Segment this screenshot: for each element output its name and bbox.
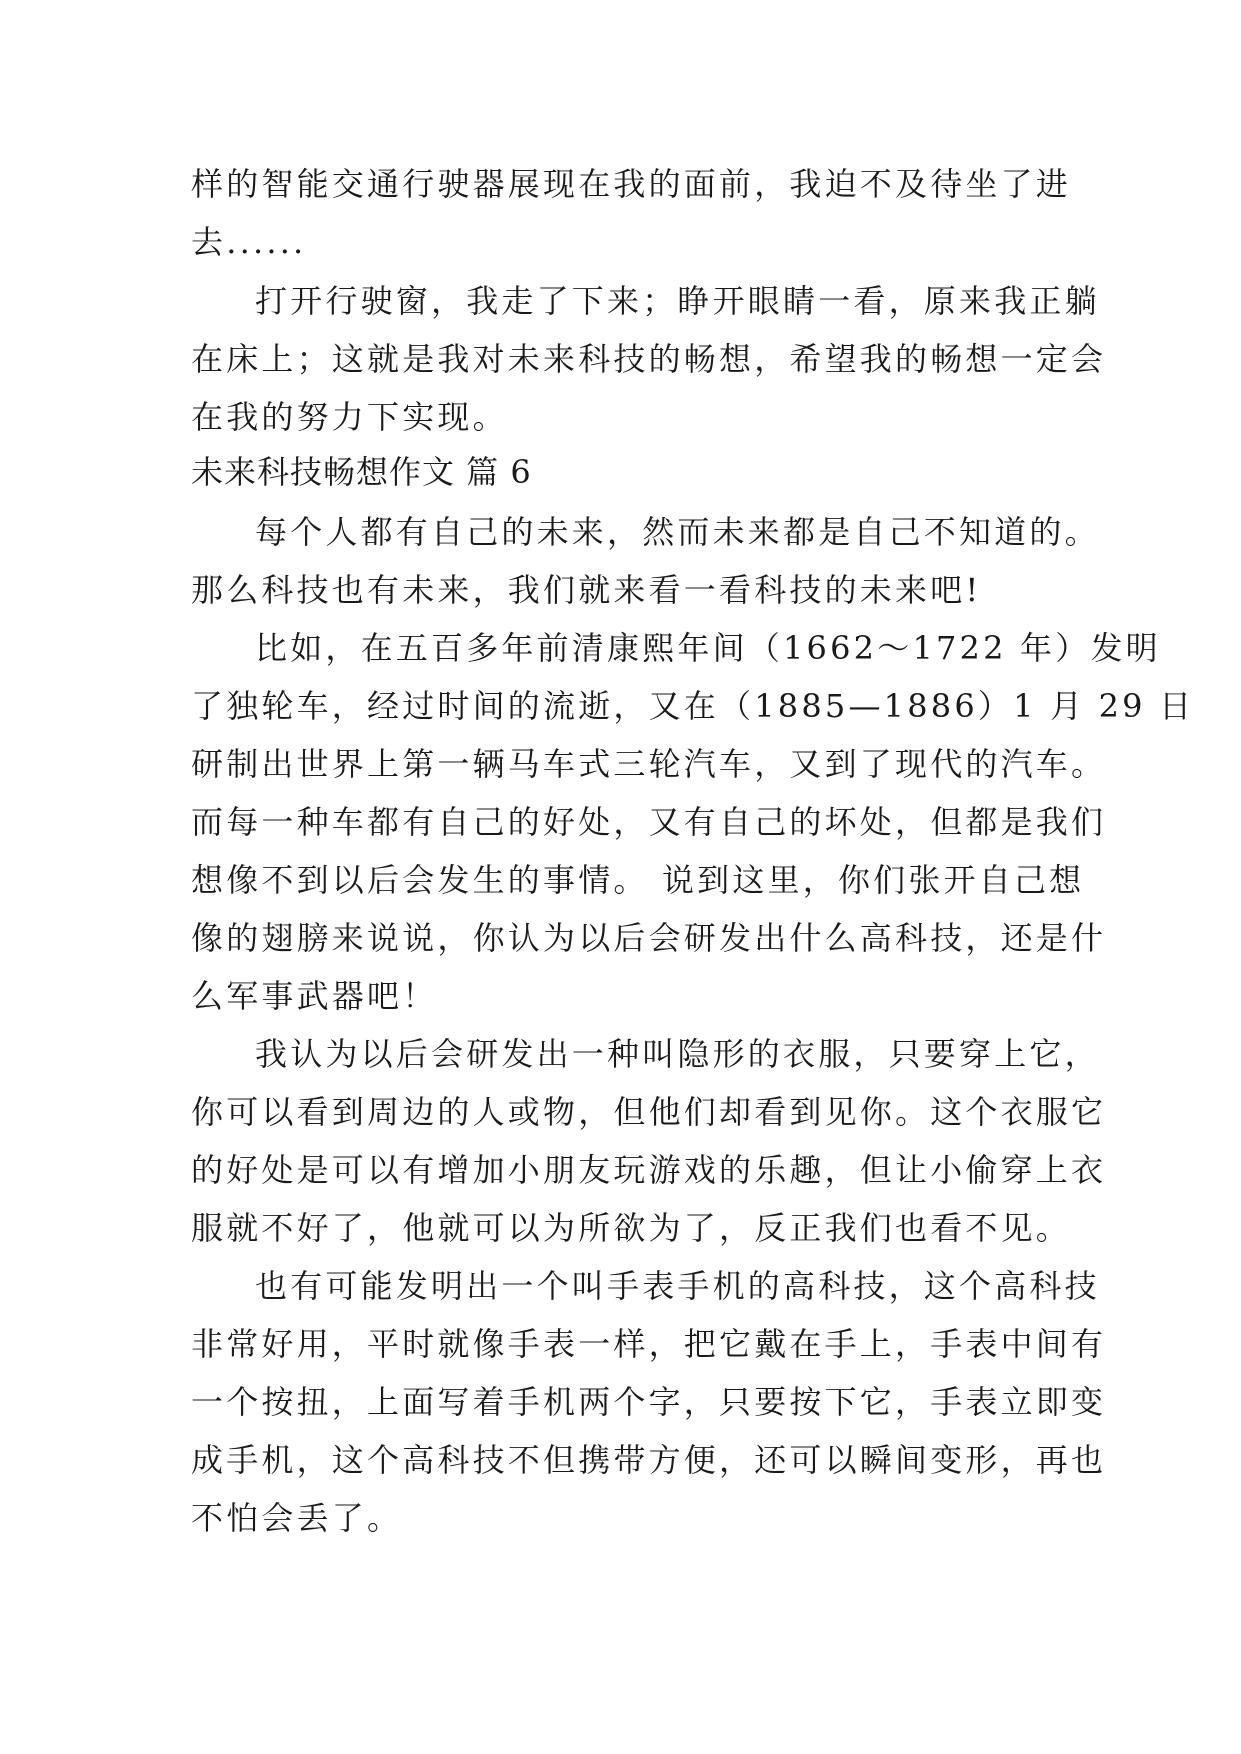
paragraph-line: 而每一种车都有自己的好处，又有自己的坏处，但都是我们 <box>191 803 1107 841</box>
paragraph-line: 服就不好了，他就可以为所欲为了，反正我们也看不见。 <box>191 1209 1072 1247</box>
paragraph-line: 样的智能交通行驶器展现在我的面前，我迫不及待坐了进 <box>191 165 1072 203</box>
paragraph-line: 不怕会丢了。 <box>191 1499 403 1537</box>
paragraph-line: 那么科技也有未来，我们就来看一看科技的未来吧! <box>191 571 982 609</box>
paragraph-line: 一个按扭，上面写着手机两个字，只要按下它，手表立即变 <box>191 1383 1107 1421</box>
paragraph-line: 比如，在五百多年前清康熙年间（1662～1722 年）发明 <box>255 629 1161 667</box>
paragraph-line: 打开行驶窗，我走了下来；睁开眼睛一看，原来我正躺 <box>255 282 1100 320</box>
paragraph-line: 你可以看到周边的人或物，但他们却看到见你。这个衣服它 <box>191 1093 1107 1131</box>
paragraph-line: 每个人都有自己的未来，然而未来都是自己不知道的。 <box>255 513 1100 551</box>
section-heading: 未来科技畅想作文 篇 6 <box>191 453 532 491</box>
paragraph-line: 也有可能发明出一个叫手表手机的高科技，这个高科技 <box>255 1267 1100 1305</box>
paragraph-line: 想像不到以后会发生的事情。 说到这里，你们张开自己想 <box>191 861 1085 899</box>
paragraph-line: 了独轮车，经过时间的流逝，又在（1885—1886）1 月 29 日 <box>191 687 1195 725</box>
paragraph-line: 成手机，这个高科技不但携带方便，还可以瞬间变形，再也 <box>191 1441 1107 1479</box>
paragraph-line: 在床上；这就是我对未来科技的畅想，希望我的畅想一定会 <box>191 340 1107 378</box>
paragraph-line: 去...... <box>191 223 307 261</box>
paragraph-line: 在我的努力下实现。 <box>191 398 508 436</box>
paragraph-line: 么军事武器吧！ <box>191 977 438 1015</box>
paragraph-line: 研制出世界上第一辆马车式三轮汽车，又到了现代的汽车。 <box>191 745 1107 783</box>
paragraph-line: 像的翅膀来说说，你认为以后会研发出什么高科技，还是什 <box>191 919 1107 957</box>
paragraph-line: 的好处是可以有增加小朋友玩游戏的乐趣，但让小偷穿上衣 <box>191 1151 1107 1189</box>
paragraph-line: 我认为以后会研发出一种叫隐形的衣服，只要穿上它， <box>255 1035 1100 1073</box>
paragraph-line: 非常好用，平时就像手表一样，把它戴在手上，手表中间有 <box>191 1325 1107 1363</box>
